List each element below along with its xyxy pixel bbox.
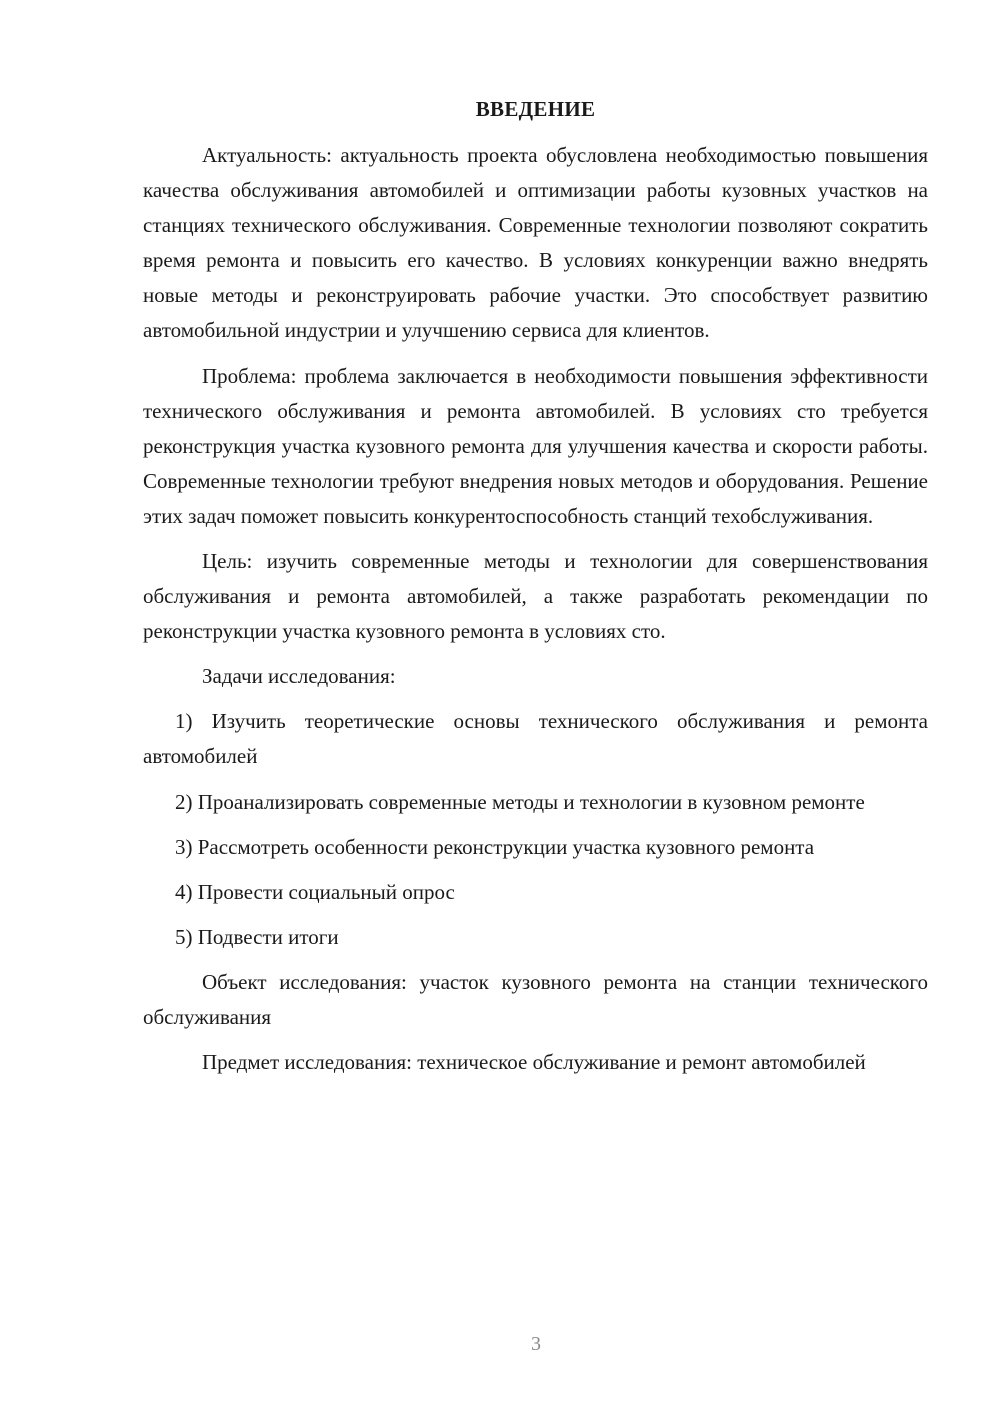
subject-paragraph: Предмет исследования: техническое обслуживание и ремонт автомобилей [202,1050,866,1075]
task-item-2: 2) Проанализировать современные методы и технологии в кузовном ремонте [175,789,865,814]
problem-paragraph: Проблема: проблема заключается в необходимости повышения эффективности технического обслуживания и ремонта автомобилей. В условиях сто требуется реконструкция участка кузовного ремонта для улучшения качества и скорости работы. Современные технологии требуют внедрения новых методов и оборудования. Решение этих задач поможет повысить конкурентоспособность станций техобслуживания. [143,363,928,528]
page-number: 3 [531,1333,541,1355]
tasks-heading: Задачи исследования: [202,664,396,689]
relevance-paragraph: Актуальность: актуальность проекта обусловлена необходимостью повышения качества обслуживания автомобилей и оптимизации работы кузовных участков на станциях технического обслуживания. Современные технологии позволяют сократить время ремонта и повысить его качество. В условиях конкуренции важно внедрять новые методы и реконструировать рабочие участки. Это способствует развитию автомобильной индустрии и улучшению сервиса для клиентов. [143,143,928,343]
object-paragraph: Объект исследования: участок кузовного ремонта на станции технического обслуживания [143,969,928,1029]
document-page [143,92,928,1090]
task-item-4: 4) Провести социальный опрос [175,879,455,904]
task-item-3: 3) Рассмотреть особенности реконструкции участка кузовного ремонта [175,834,815,859]
task-item-1: 1) Изучить теоретические основы технического обслуживания и ремонта автомобилей [143,709,928,769]
task-item-5: 5) Подвести итоги [175,924,339,949]
goal-paragraph: Цель: изучить современные методы и технологии для совершенствования обслуживания и ремонта автомобилей, а также разработать рекомендации по реконструкции участка кузовного ремонта в условиях сто. [143,549,928,644]
page-title: ВВЕДЕНИЕ [475,97,596,121]
